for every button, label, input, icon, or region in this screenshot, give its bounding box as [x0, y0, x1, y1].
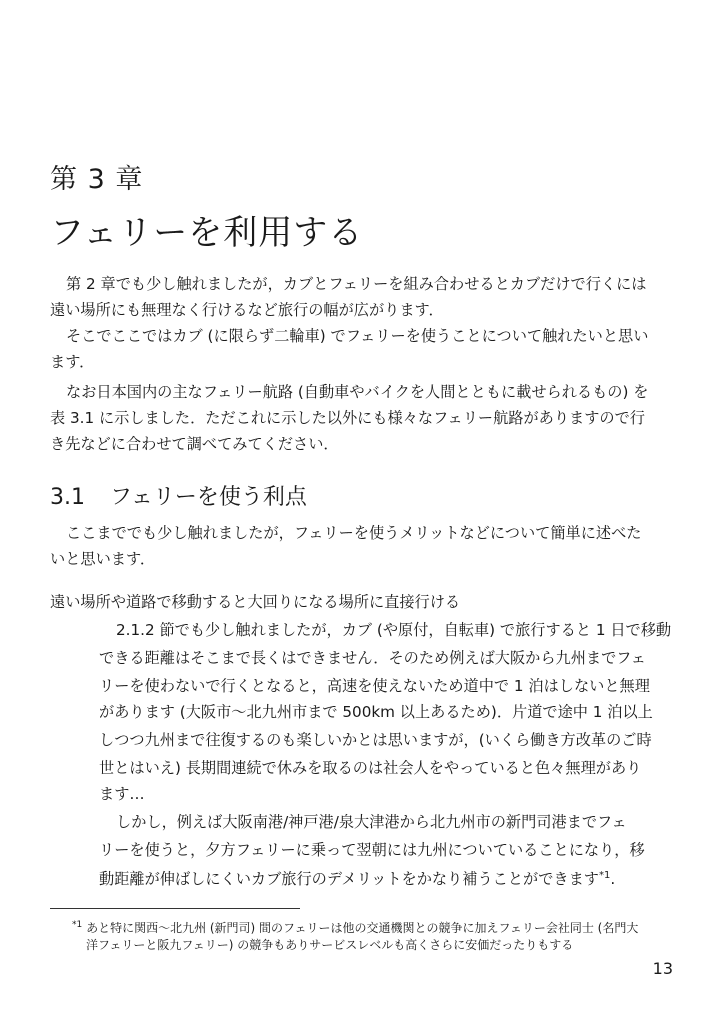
- body-line: き先などに合わせて調べてみてください．: [50, 435, 339, 453]
- body-line: ます…: [99, 785, 145, 803]
- body-line: があります (大阪市〜北九州市まで 500km 以上あるため)．片道で途中 1 泊以上: [99, 703, 653, 721]
- body-line: いと思います．: [50, 550, 156, 568]
- body-line: 世とはいえ) 長期間連続で休みを取るのは社会人をやっていると色々無理があり: [99, 759, 642, 777]
- body-line: 表 3.1 に示しました．ただこれに示した以外にも様々なフェリー航路がありますので行: [50, 409, 645, 427]
- footnote-text: あと特に関西〜北九州 (新門司) 間のフェリーは他の交通機関との競争に加えフェリー会社同士 (名門大: [86, 921, 639, 935]
- body-line: しつつ九州まで往復するのも楽しいかとは思いますが，(いくら働き方改革のご時: [99, 731, 652, 749]
- body-line: リーを使うと，夕方フェリーに乗って翌朝には九州についていることになり，移: [99, 841, 645, 859]
- chapter-title: フェリーを利用する: [50, 213, 364, 253]
- section-title: フェリーを使う利点: [110, 485, 307, 510]
- footnote-text: 洋フェリーと阪九フェリー) の競争もありサービスレベルも高くさらに安価だったりもする: [86, 938, 574, 952]
- body-line: ここまででも少し触れましたが，フェリーを使うメリットなどについて簡単に述べた: [66, 524, 642, 542]
- section-number: 3.1: [50, 485, 85, 510]
- body-line: 第 2 章でも少し触れましたが，カブとフェリーを組み合わせるとカブだけで行くには: [66, 275, 647, 293]
- body-line: 2.1.2 節でも少し触れましたが，カブ (や原付，自転車) で旅行すると 1 日で移動: [116, 621, 672, 639]
- footnote-reference[interactable]: *1: [598, 870, 611, 881]
- page-number: 13: [652, 959, 673, 978]
- footnote: [72, 917, 638, 936]
- body-line-text: 動距離が伸ばしにくいカブ旅行のデメリットをかなり補うことができます: [99, 870, 599, 889]
- item-heading: 遠い場所や道路で移動すると大回りになる場所に直接行ける: [50, 593, 461, 611]
- section-heading: [50, 480, 307, 511]
- footnote-divider: [50, 908, 300, 909]
- body-line: そこでここではカブ (に限らず二輪車) でフェリーを使うことについて触れたいと思い: [66, 327, 649, 345]
- body-line: しかし，例えば大阪南港/神戸港/泉大津港から北九州市の新門司港までフェ: [116, 813, 627, 831]
- body-line: できる距離はそこまで長くはできません．そのため例えば大阪から九州までフェ: [99, 649, 646, 667]
- chapter-label: 第 3 章: [50, 164, 144, 195]
- footnote-mark: *1: [72, 920, 83, 930]
- body-line: なお日本国内の主なフェリー航路 (自動車やバイクを人間とともに載せられるもの) を: [66, 383, 649, 401]
- sentence-end: .: [610, 870, 616, 889]
- body-line: ます．: [50, 353, 95, 371]
- body-line: [99, 866, 615, 889]
- body-line: 遠い場所にも無理なく行けるなど旅行の幅が広がります．: [50, 301, 444, 319]
- body-line: リーを使わないで行くとなると，高速を使えないため道中で 1 泊はしないと無理: [99, 677, 650, 695]
